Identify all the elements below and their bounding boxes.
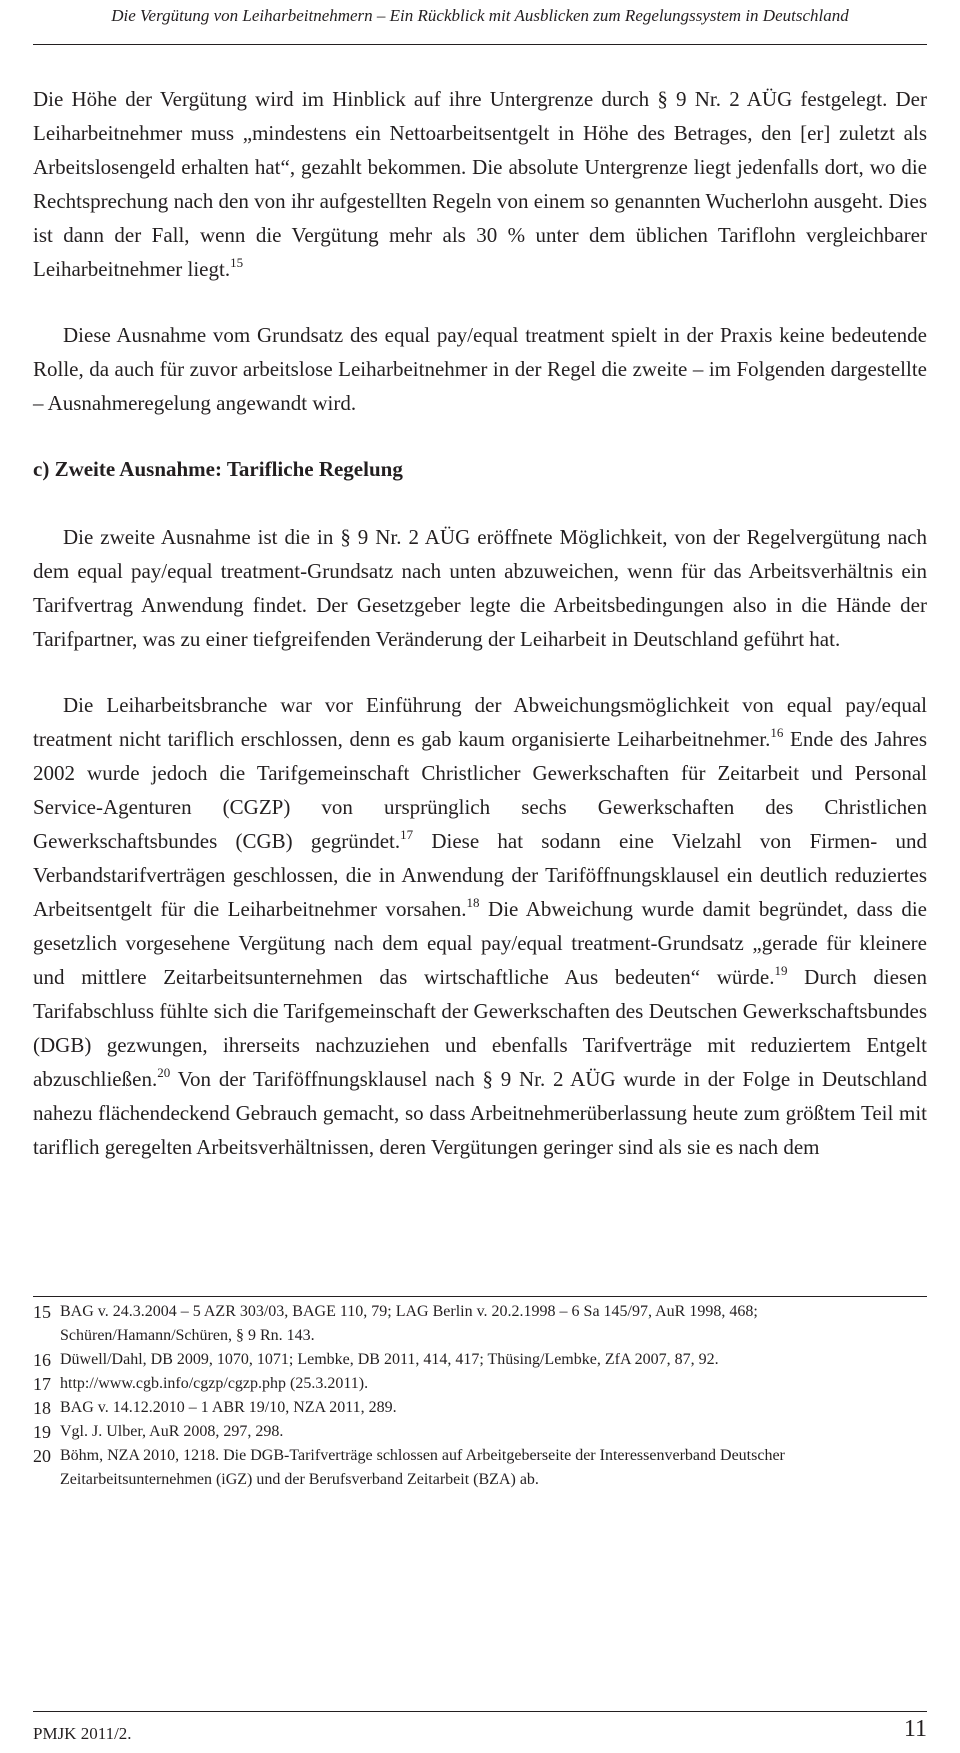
footnote-divider: [33, 1296, 927, 1297]
paragraph-4-sentence-4: Die Abweichung wurde damit begründet, dass die gesetzlich vorgesehene Vergütung nach dem equal pay/equal treatment-Grundsatz „gerade für kleinere und mittlere Zeitarbeitsunternehmen das wirtschaftliche Aus bedeuten“ würde.: [33, 897, 927, 989]
footnote-19: [33, 1420, 927, 1444]
footnote-20: [33, 1444, 927, 1492]
footnote-text: http://www.cgb.info/cgzp/cgzp.php (25.3.2011).: [60, 1375, 369, 1392]
paragraph-4-sentence-1: Die Leiharbeitsbranche war vor Einführung der Abweichungsmöglichkeit von equal pay/equal treatment nicht tariflich erschlossen, denn es gab kaum organisierte Leiharbeitnehmer.: [33, 693, 927, 751]
running-header: Die Vergütung von Leiharbeitnehmern – Ein Rückblick mit Ausblicken zum Regelungssystem in Deutschland: [111, 6, 849, 25]
footnote-17: [33, 1372, 927, 1396]
footnote-ref-16: 16: [770, 725, 784, 740]
paragraph-4-sentence-3: Diese hat sodann eine Vielzahl von Firmen- und Verbandstarifverträgen geschlossen, die in Anwendung der Tariföffnungsklausel ein deutlich reduziertes Arbeitsentgelt für die Leiharbeitnehmer vorsahen.: [33, 829, 927, 921]
journal-citation: PMJK 2011/2.: [33, 1724, 132, 1743]
footnote-ref-17: 17: [400, 827, 414, 842]
footnote-text: Böhm, NZA 2010, 1218. Die DGB-Tarifverträge schlossen auf Arbeitgeberseite der Interessenverband Deutscher Zeitarbeitsunternehmen (iGZ) und der Berufsverband Zeitarbeit (BZA) ab.: [60, 1447, 785, 1488]
footer-divider: [33, 1711, 927, 1712]
footnote-16: [33, 1348, 927, 1372]
footnote-number: 15: [33, 1302, 51, 1322]
footnote-number: 20: [33, 1446, 51, 1466]
header-divider: [33, 44, 927, 45]
paragraph-4-sentence-6: Von der Tariföffnungsklausel nach § 9 Nr. 2 AÜG wurde in der Folge in Deutschland nahezu flächendeckend Gebrauch gemacht, so dass Arbeitnehmerüberlassung heute zum größtem Teil mit tariflich geregelten Arbeitsverhältnissen, deren Vergütungen geringer sind als sie es nach dem: [33, 1067, 927, 1159]
paragraph-2: Diese Ausnahme vom Grundsatz des equal pay/equal treatment spielt in der Praxis keine bedeutende Rolle, da auch für zuvor arbeitslose Leiharbeitnehmer in der Regel die zweite – im Folgenden dargestellte – Ausnahmeregelung angewandt wird.: [33, 323, 927, 415]
footnote-number: 17: [33, 1374, 51, 1394]
footnote-number: 16: [33, 1350, 51, 1370]
footnote-number: 18: [33, 1398, 51, 1418]
paragraph-4: [33, 688, 927, 1164]
paragraph-1: [33, 82, 927, 286]
paragraph-3: Die zweite Ausnahme ist die in § 9 Nr. 2 AÜG eröffnete Möglichkeit, von der Regelvergütung nach dem equal pay/equal treatment-Grundsatz nach unten abzuweichen, wenn für das Arbeitsverhältnis ein Tarifvertrag Anwendung findet. Der Gesetzgeber legte die Arbeitsbedingungen also in die Hände der Tarifpartner, was zu einer tiefgreifenden Veränderung der Leiharbeit in Deutschland geführt hat.: [33, 525, 927, 651]
footnote-15: [33, 1300, 927, 1348]
footnote-text: BAG v. 24.3.2004 – 5 AZR 303/03, BAGE 110, 79; LAG Berlin v. 20.2.1998 – 6 Sa 145/97, AuR 1998, 468; Schüren/Hamann/Schüren, § 9 Rn. 143.: [60, 1303, 758, 1344]
footnote-ref-19: 19: [774, 963, 788, 978]
footnote-text: BAG v. 14.12.2010 – 1 ABR 19/10, NZA 2011, 289.: [60, 1399, 397, 1416]
footnote-text: Düwell/Dahl, DB 2009, 1070, 1071; Lembke, DB 2011, 414, 417; Thüsing/Lembke, ZfA 2007, 87, 92.: [60, 1351, 719, 1368]
footnote-ref-18: 18: [466, 895, 480, 910]
footnote-text: Vgl. J. Ulber, AuR 2008, 297, 298.: [60, 1423, 284, 1440]
page-number: 11: [903, 1716, 927, 1742]
footnote-18: [33, 1396, 927, 1420]
section-heading: c) Zweite Ausnahme: Tarifliche Regelung: [33, 457, 403, 481]
footnote-number: 19: [33, 1422, 51, 1442]
footnote-ref-20: 20: [157, 1065, 171, 1080]
paragraph-1-text: Die Höhe der Vergütung wird im Hinblick auf ihre Untergrenze durch § 9 Nr. 2 AÜG festgelegt. Der Leiharbeitnehmer muss „mindestens ein Nettoarbeitsentgelt in Höhe des Betrages, den [er] zuletzt als Arbeitslosengeld erhalten hat“, gezahlt bekommen. Die absolute Untergrenze liegt jedenfalls dort, wo die Rechtsprechung nach den von ihr aufgestellten Regeln von einem so genannten Wucherlohn ausgeht. Dies ist dann der Fall, wenn die Vergütung mehr als 30 % unter dem üblichen Tariflohn vergleichbarer Leiharbeitnehmer liegt.: [33, 87, 927, 281]
main-text: [33, 82, 927, 1196]
paragraph-4-sentence-5: Durch diesen Tarifabschluss fühlte sich die Tarifgemeinschaft der Gewerkschaften des Deutschen Gewerkschaftsbundes (DGB) gezwungen, ihrerseits nachzuziehen und ebenfalls Tarifverträge mit reduziertem Entgelt abzuschließen.: [33, 965, 927, 1091]
paragraph-4-sentence-2: Ende des Jahres 2002 wurde jedoch die Tarifgemeinschaft Christlicher Gewerkschaften für Zeitarbeit und Personal Service-Agenturen (CGZP) von ursprünglich sechs Gewerkschaften des Christlichen Gewerkschaftsbundes (CGB) gegründet.: [33, 727, 927, 853]
footnote-ref-15: 15: [230, 255, 244, 270]
footnotes: [33, 1300, 927, 1492]
